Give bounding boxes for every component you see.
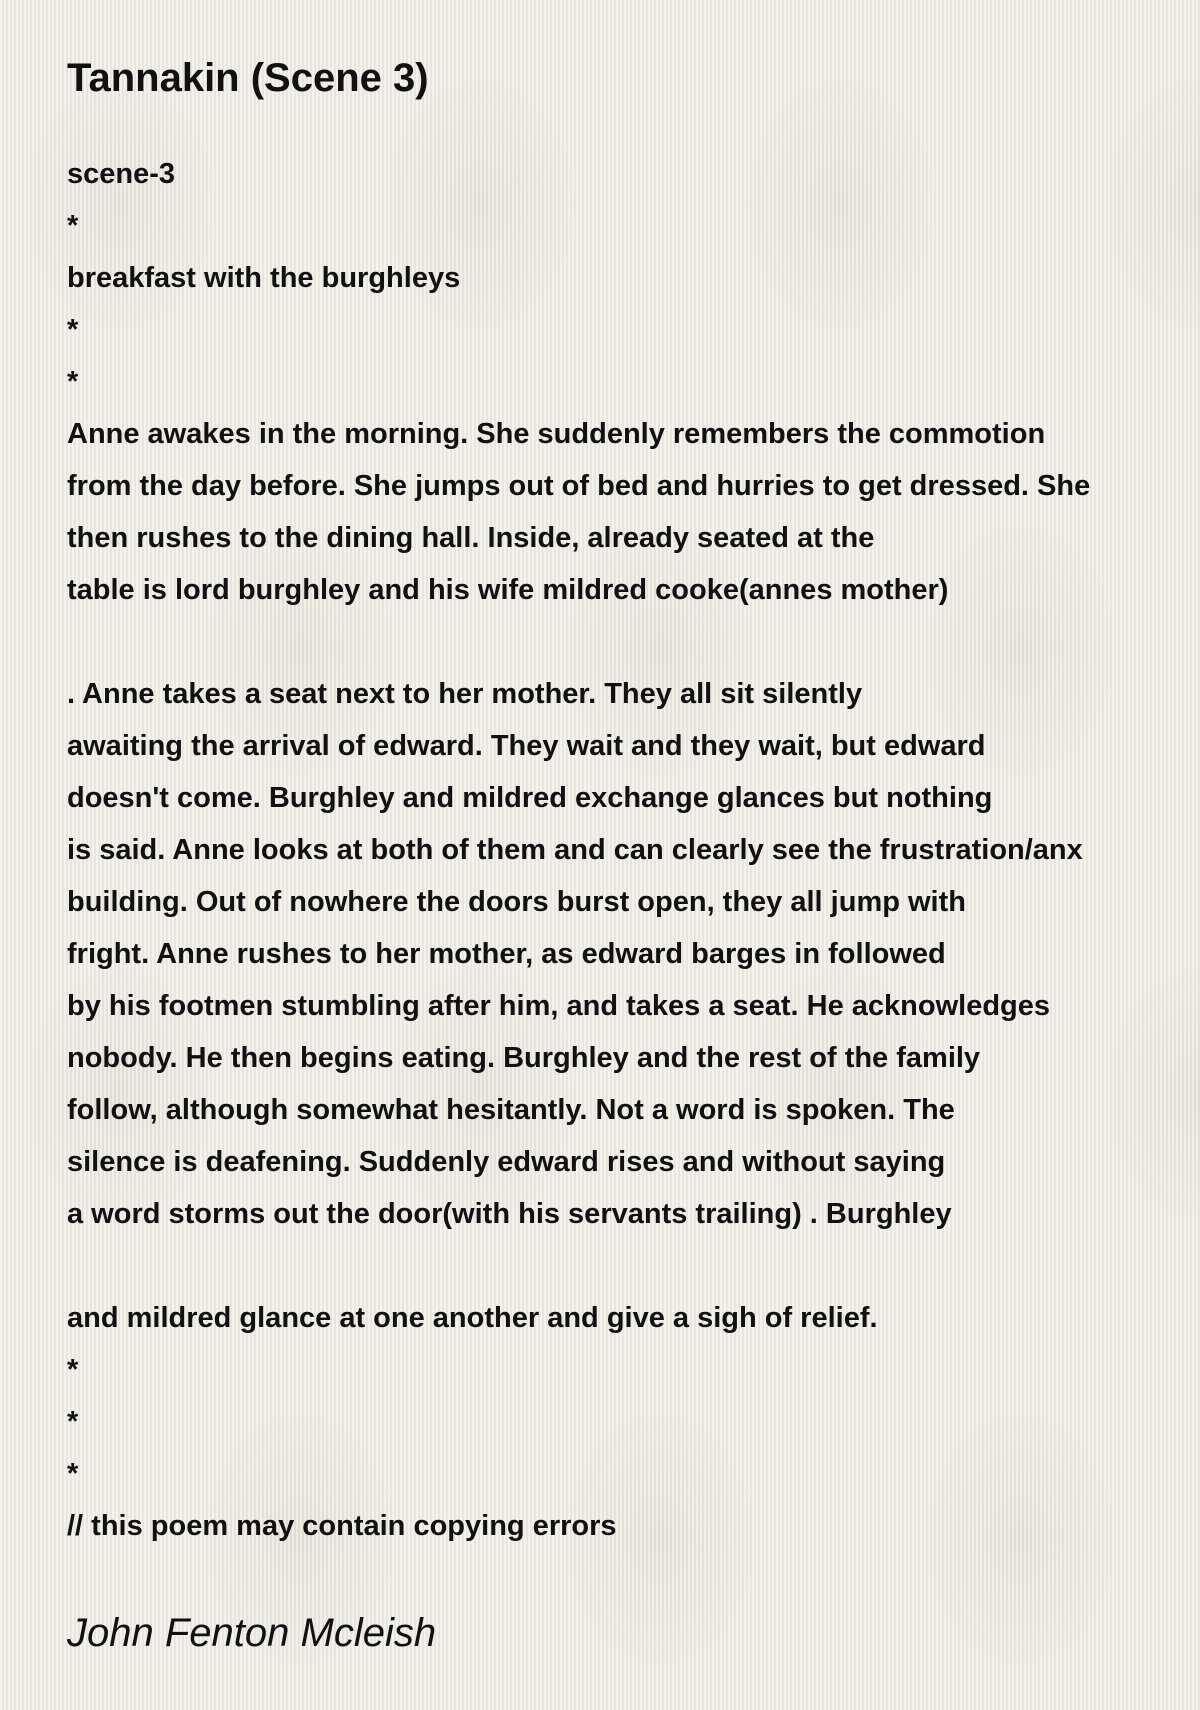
poem-line: . Anne takes a seat next to her mother. They all sit silently (67, 678, 863, 710)
poem-line: from the day before. She jumps out of bed and hurries to get dressed. She (67, 470, 1091, 502)
poem-author: John Fenton Mcleish (67, 1611, 437, 1655)
poem-line: by his footmen stumbling after him, and takes a seat. He acknowledges (67, 990, 1051, 1022)
poem-line: table is lord burghley and his wife mildred cooke(annes mother) (67, 574, 949, 606)
poem-line: awaiting the arrival of edward. They wait and they wait, but edward (67, 730, 986, 762)
poem-line: breakfast with the burghleys (67, 262, 461, 294)
poem-line: * (67, 314, 79, 346)
poem-line: * (67, 1354, 79, 1386)
poem-body (67, 148, 1090, 1552)
poem-blank-line (67, 616, 1090, 668)
poem-line: is said. Anne looks at both of them and can clearly see the frustration/anx (67, 834, 1083, 866)
poem-line: follow, although somewhat hesitantly. Not a word is spoken. The (67, 1094, 955, 1126)
poem-blank-line (67, 1240, 1090, 1292)
poem-line: * (67, 1458, 79, 1490)
poem-line: silence is deafening. Suddenly edward rises and without saying (67, 1146, 946, 1178)
poem-line: // this poem may contain copying errors (67, 1510, 617, 1542)
poem-line: then rushes to the dining hall. Inside, already seated at the (67, 522, 875, 554)
poem-line: scene-3 (67, 158, 176, 190)
poem-line: * (67, 210, 79, 242)
poem-line: * (67, 366, 79, 398)
poem-line: fright. Anne rushes to her mother, as edward barges in followed (67, 938, 946, 970)
poem-line: * (67, 1406, 79, 1438)
poem-line: Anne awakes in the morning. She suddenly remembers the commotion (67, 418, 1046, 450)
poem-title: Tannakin (Scene 3) (67, 56, 429, 100)
poem-line: a word storms out the door(with his servants trailing) . Burghley (67, 1198, 952, 1230)
poem-line: nobody. He then begins eating. Burghley and the rest of the family (67, 1042, 981, 1074)
poem-line: and mildred glance at one another and give a sigh of relief. (67, 1302, 878, 1334)
poem-line: building. Out of nowhere the doors burst open, they all jump with (67, 886, 966, 918)
poem-line: doesn't come. Burghley and mildred exchange glances but nothing (67, 782, 993, 814)
